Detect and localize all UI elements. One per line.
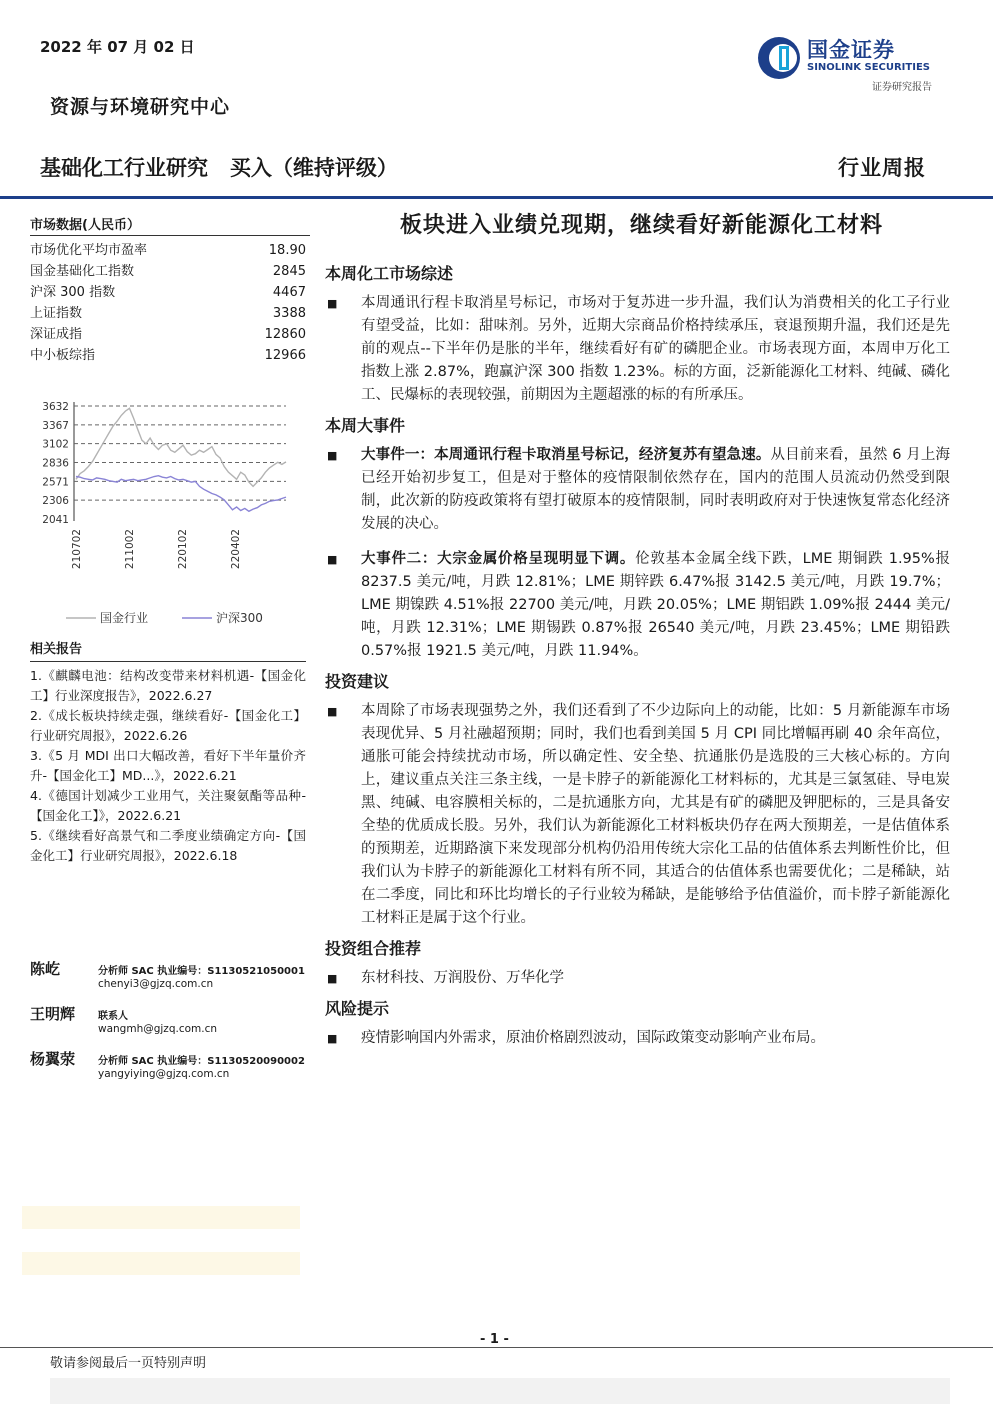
- market-data-value: 2845: [272, 264, 306, 279]
- section-title-portfolio: 投资组合推荐: [325, 939, 422, 958]
- y-tick-label: 2306: [42, 495, 69, 508]
- section-title-risk: 风险提示: [325, 999, 390, 1018]
- market-data-row: [30, 240, 310, 261]
- footer-divider: [0, 1347, 993, 1348]
- event-one-title: 大事件一：本周通讯行程卡取消星号标记，经济复苏有望急速。: [361, 447, 771, 463]
- logo-name-en: SINOLINK SECURITIES: [807, 62, 930, 73]
- market-data-value: 3388: [272, 306, 306, 321]
- market-data-label: 中小板综指: [30, 348, 96, 363]
- y-tick-label: 2571: [42, 476, 69, 489]
- sidebar-band: [22, 1252, 300, 1275]
- y-tick-label: 3632: [42, 401, 69, 413]
- analyst-email[interactable]: yangyiying@gjzq.com.cn: [98, 1068, 230, 1080]
- analyst-email[interactable]: wangmh@gjzq.com.cn: [98, 1023, 218, 1035]
- event-two-paragraph: ■ 大事件二：大宗金属价格呈现明显下调。伦敦基本金属全线下跌，LME 期铜跌 1.95%报 8237.5 美元/吨，月跌 12.81%；LME 期锌跌 6.47%报 3142.5 美元/吨，月跌 19.7%；LME 期镍跌 4.51%报 22700 美元/吨，月跌 20.05%；LME 期铝跌 1.09%报 2444 美元/吨，月跌 12.31%；LME 期锡跌 0.87%报 26540 美元/吨，月跌 23.45%；LME 期铅跌 0.57%报 1921.5 美元/吨，月跌 11.94%。: [325, 548, 950, 663]
- headline: 板块进入业绩兑现期，继续看好新能源化工材料: [399, 212, 883, 238]
- market-data-title: 市场数据(人民币）: [30, 214, 310, 236]
- related-report-item: 4.《德国计划减少工业用气，关注聚氨酯等品种-【国金化工】》，2022.6.21: [30, 788, 306, 823]
- related-reports: [30, 640, 306, 866]
- event-two-title: 大事件二：大宗金属价格呈现明显下调。: [361, 551, 636, 567]
- market-data-value: 12860: [264, 327, 306, 342]
- market-data-row: [30, 324, 310, 345]
- y-tick-label: 2836: [42, 457, 69, 470]
- square-bullet-icon: ■: [327, 705, 338, 718]
- analyst-role: 联系人: [98, 1011, 128, 1022]
- market-data-row: [30, 345, 310, 366]
- analyst-name: 杨翼荥: [30, 1050, 76, 1068]
- x-tick-label: 220102: [177, 529, 189, 570]
- research-center: 资源与环境研究中心: [50, 96, 231, 118]
- x-tick-label: 220402: [230, 529, 242, 570]
- y-tick-label: 3367: [42, 419, 69, 432]
- square-bullet-icon: ■: [327, 553, 338, 566]
- analyst-entry: [30, 1003, 320, 1048]
- x-tick-label: 210702: [71, 529, 83, 570]
- square-bullet-icon: ■: [327, 1032, 338, 1045]
- market-data-panel: [30, 214, 310, 366]
- industry-rating: 基础化工行业研究 买入（维持评级）: [40, 156, 398, 180]
- portfolio-paragraph: ■ 东材科技、万润股份、万华化学: [325, 967, 950, 990]
- footer-note: 敬请参阅最后一页特别声明: [50, 1356, 207, 1371]
- market-data-label: 国金基础化工指数: [30, 264, 135, 279]
- analyst-role: 分析师 SAC 执业编号：S1130520090002: [98, 1056, 305, 1067]
- risk-paragraph: ■ 疫情影响国内外需求，原油价格剧烈波动，国际政策变动影响产业布局。: [325, 1027, 950, 1050]
- analyst-email[interactable]: chenyi3@gjzq.com.cn: [98, 978, 214, 990]
- header-divider: [0, 196, 993, 199]
- analyst-name: 王明辉: [30, 1005, 76, 1023]
- analyst-entry: [30, 1048, 320, 1093]
- market-data-row: [30, 261, 310, 282]
- logo-subtitle: 证券研究报告: [872, 82, 932, 93]
- section-title-events: 本周大事件: [325, 416, 406, 435]
- index-line-chart: [28, 396, 310, 632]
- analyst-name: 陈屹: [30, 960, 61, 978]
- sidebar-band: [22, 1206, 300, 1229]
- logo-mark-icon: [755, 34, 803, 82]
- section-title-market-review: 本周化工市场综述: [325, 264, 454, 283]
- market-data-label: 沪深 300 指数: [30, 285, 116, 300]
- square-bullet-icon: ■: [327, 297, 338, 310]
- footer-band: [50, 1378, 950, 1404]
- x-tick-label: 211002: [124, 529, 136, 570]
- related-report-item: 1.《麒麟电池：结构改变带来材料机遇-【国金化工】行业深度报告》，2022.6.27: [30, 668, 306, 703]
- main-content: [325, 208, 950, 1056]
- related-report-item: 2.《成长板块持续走强，继续看好-【国金化工】行业研究周报》，2022.6.26: [30, 708, 306, 743]
- report-date: 2022 年 07 月 02 日: [40, 38, 195, 56]
- market-data-label: 深证成指: [30, 327, 83, 342]
- page-number: - 1 -: [480, 1332, 509, 1347]
- square-bullet-icon: ■: [327, 972, 338, 985]
- legend-label: 沪深300: [216, 611, 263, 625]
- market-data-label: 市场优化平均市盈率: [30, 243, 148, 258]
- logo-name-cn: 国金证券: [807, 38, 895, 62]
- advice-paragraph: ■ 本周除了市场表现强势之外，我们还看到了不少边际向上的动能，比如：5 月新能源车市场表现优异、5 月社融超预期；同时，我们也看到美国 5 月 CPI 同比增幅再刷 40 余年高位，通胀可能会持续扰动市场，所以确定性、安全垫、抗通胀仍是选股的三大核心标的。方向上，建议重点关注三条主线，一是卡脖子的新能源化工材料标的，尤其是三氯氢硅、导电炭黑、纯碱、电容膜相关标的，二是抗通胀方向，尤其是有矿的磷肥及钾肥标的，三是具备安全垫的优质成长股。另外，我们认为新能源化工材料板块仍存在两大预期差，一是估值体系的预期差，近期路演下来发现部分机构仍沿用传统大宗化工品的估值体系去判断性价比，但我们认为卡脖子的新能源化工材料有所不同，其适合的估值体系也需要优化；二是稀缺，站在二季度，同比和环比均增长的子行业较为稀缺，是能够给予估值溢价，而卡脖子新能源化工材料正是属于这个行业。: [325, 700, 950, 930]
- square-bullet-icon: ■: [327, 449, 338, 462]
- market-data-value: 4467: [272, 285, 306, 300]
- report-type: 行业周报: [838, 156, 926, 180]
- analyst-list: [30, 958, 320, 1093]
- analyst-role: 分析师 SAC 执业编号：S1130521050001: [98, 966, 305, 977]
- section-title-advice: 投资建议: [325, 672, 390, 691]
- legend-label: 国金行业: [100, 611, 149, 625]
- related-reports-title: 相关报告: [30, 640, 306, 662]
- series-line-industry: [76, 408, 286, 486]
- y-tick-label: 2041: [42, 514, 69, 526]
- market-data-row: [30, 282, 310, 303]
- market-data-value: 12966: [264, 348, 306, 363]
- analyst-entry: [30, 958, 320, 1003]
- market-data-value: 18.90: [268, 243, 306, 258]
- market-data-label: 上证指数: [30, 306, 83, 321]
- event-one-paragraph: ■ 大事件一：本周通讯行程卡取消星号标记，经济复苏有望急速。从目前来看，虽然 6 月上海已经开始初步复工，但是对于整体的疫情限制依然存在，国内的范围人员流动仍然受到限制，此次新的防疫政策将有望打破原本的疫情限制，同时表明政府对于快速恢复常态化经济发展的决心。: [325, 444, 950, 536]
- related-report-item: 3.《5 月 MDI 出口大幅改善，看好下半年量价齐升-【国金化工】MD...》，2022.6.21: [30, 748, 306, 783]
- market-data-row: [30, 303, 310, 324]
- y-tick-label: 3102: [42, 438, 69, 451]
- market-review-paragraph: ■ 本周通讯行程卡取消星号标记，市场对于复苏进一步升温，我们认为消费相关的化工子行业有望受益，比如：甜味剂。另外，近期大宗商品价格持续承压，衰退预期升温，我们还是先前的观点--下半年仍是胀的半年，继续看好有矿的磷肥企业。市场表现方面，本周申万化工指数上涨 2.87%，跑赢沪深 300 指数 1.23%。标的方面，泛新能源化工材料、纯碱、磷化工、民爆标的表现较强，前期因为主题超涨的标的有所承压。: [325, 292, 950, 407]
- related-report-item: 5.《继续看好高景气和二季度业绩确定方向-【国金化工】行业研究周报》，2022.6.18: [30, 828, 306, 863]
